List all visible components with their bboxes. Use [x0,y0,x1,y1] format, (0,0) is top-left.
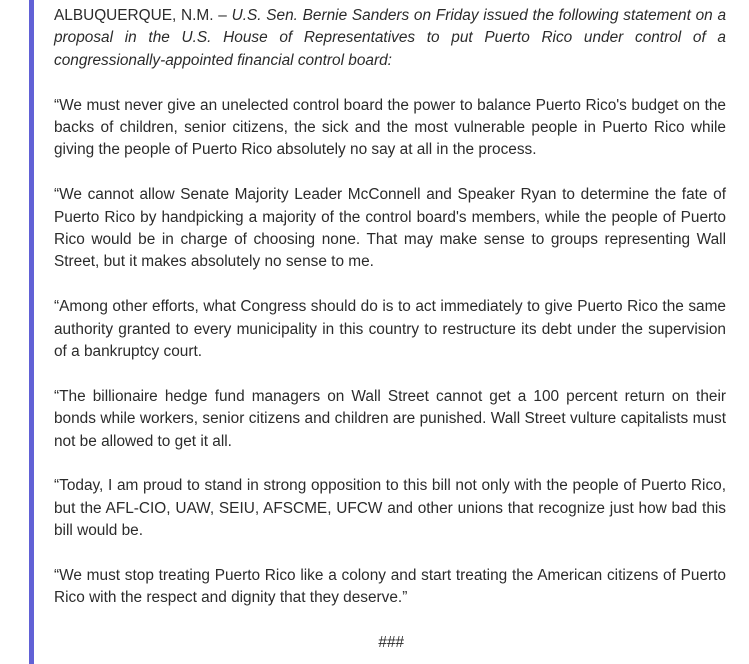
quote-paragraph-2: “We cannot allow Senate Majority Leader McConnell and Speaker Ryan to determine the fate of Puerto Rico by handpicking a majority of the control board's members, while the people of Puerto Rico would be in charge of choosing none. That may make sense to groups representing Wall Street, but it makes absolutely no sense to me. [54,186,726,271]
dateline: ALBUQUERQUE, N.M. – [54,7,227,24]
lede-paragraph [54,5,726,72]
quote-paragraph-5: “Today, I am proud to stand in strong opposition to this bill not only with the people of Puerto Rico, but the AFL-CIO, UAW, SEIU, AFSCME, UFCW and other unions that recognize just how bad this bill would be. [54,477,726,540]
end-mark: ### [378,634,404,652]
quote-paragraph-6: “We must stop treating Puerto Rico like a colony and start treating the American citizens of Puerto Rico with the respect and dignity that they deserve.” [54,567,726,607]
left-gutter [0,0,29,664]
lede-text: U.S. Sen. Bernie Sanders on Friday issued the following statement on a proposal in the U.S. House of Representatives to put Puerto Rico under control of a congressionally-appointed financial control board: [54,7,727,69]
quote-paragraph-3: “Among other efforts, what Congress should do is to act immediately to give Puerto Rico the same authority granted to every municipality in this country to restructure its debt under the supervision of a bankruptcy court. [54,298,726,361]
blockquote-bar [29,0,34,664]
quote-paragraph-1: “We must never give an unelected control board the power to balance Puerto Rico's budget on the backs of children, senior citizens, the sick and the most vulnerable people in Puerto Rico while giving the people of Puerto Rico absolutely no say at all in the process. [54,96,726,159]
quote-paragraph-4: “The billionaire hedge fund managers on Wall Street cannot get a 100 percent return on their bonds while workers, senior citizens and children are punished. Wall Street vulture capitalists must not be allowed to get it all. [54,387,726,450]
press-release-body [54,5,726,655]
